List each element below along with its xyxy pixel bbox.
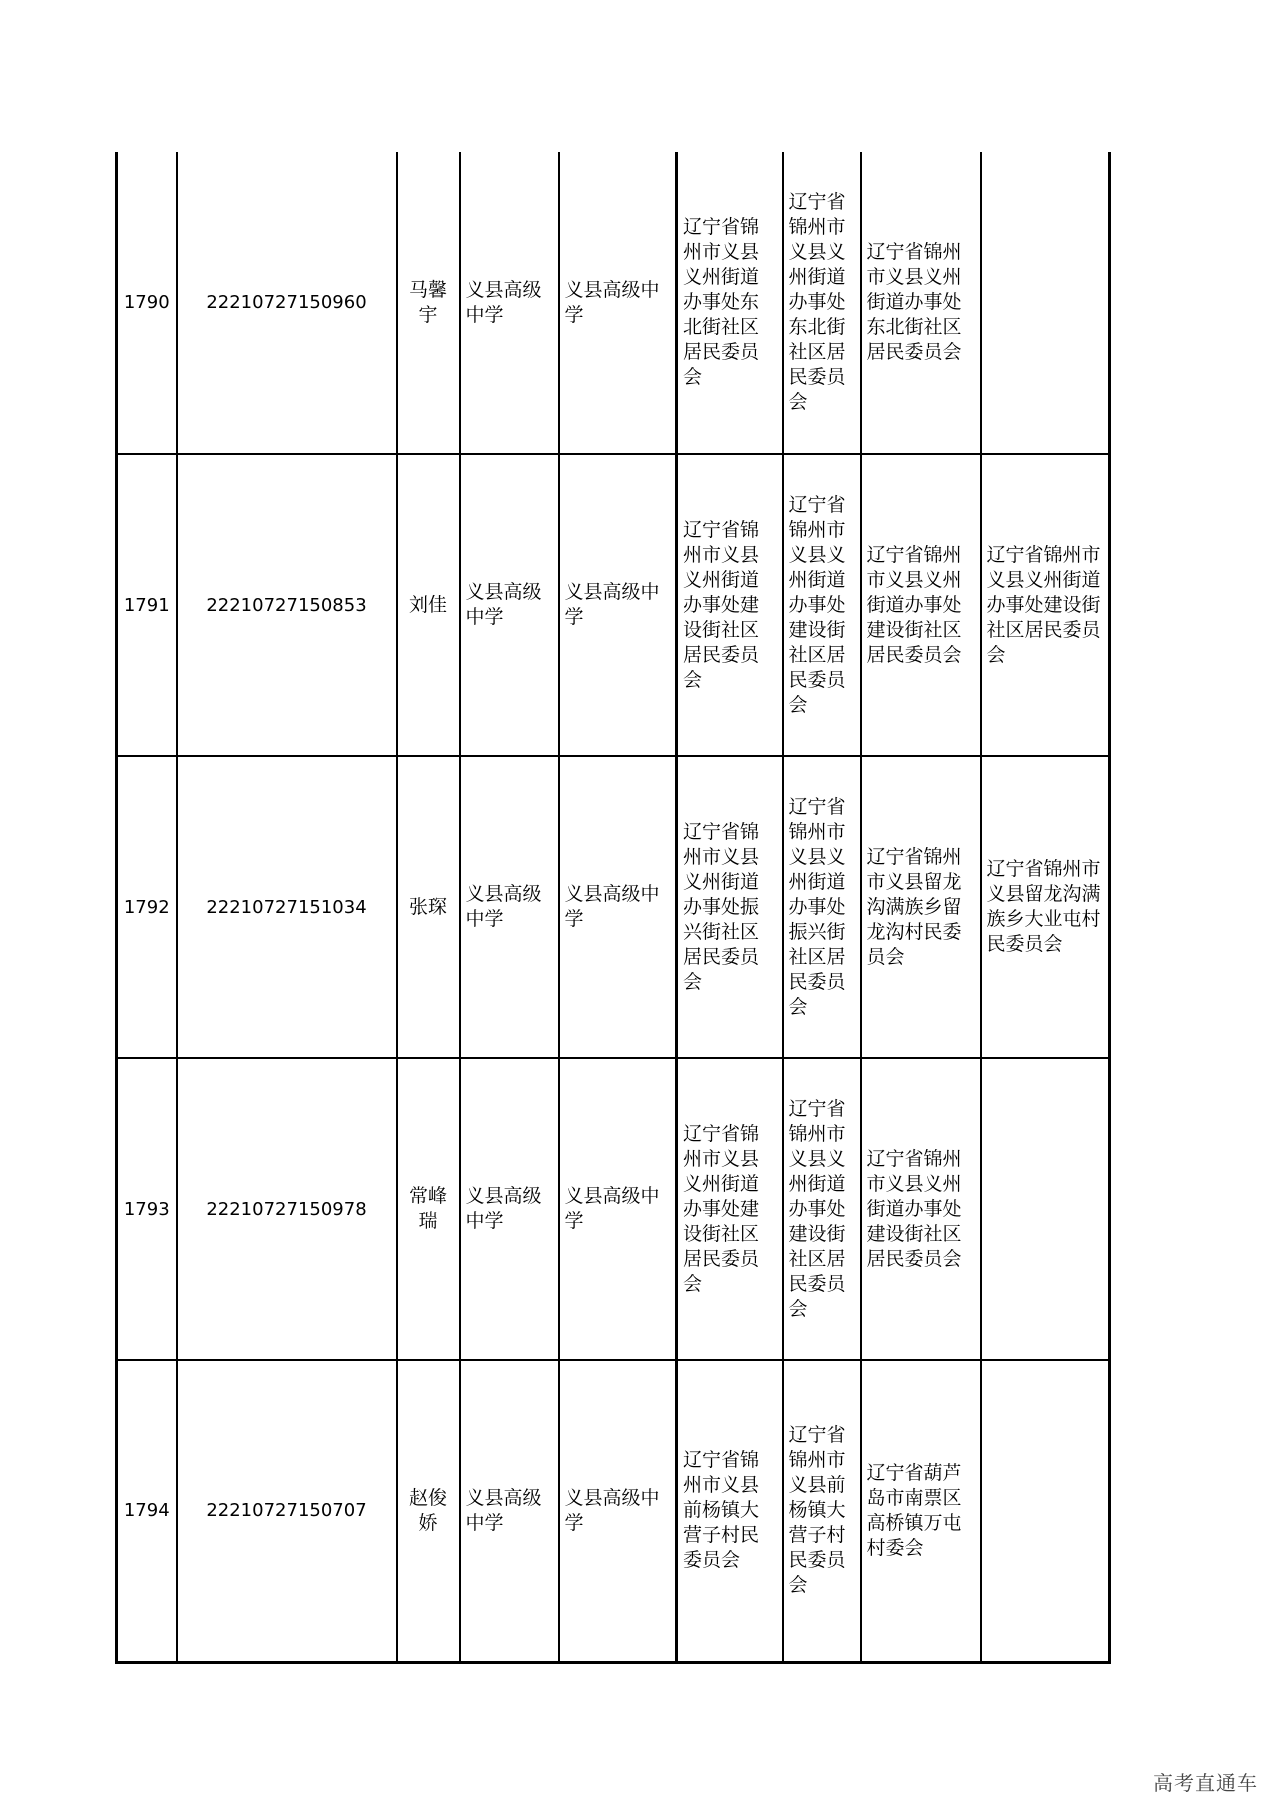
address-cell-4 bbox=[981, 152, 1110, 454]
table-row bbox=[117, 1058, 1110, 1360]
table-row bbox=[117, 152, 1110, 454]
exam-id: 22210727150853 bbox=[177, 454, 397, 756]
student-name: 刘佳 bbox=[397, 454, 460, 756]
address-cell-1: 辽宁省锦州市义县前杨镇大营子村民委员会 bbox=[677, 1360, 783, 1662]
school-cell-2: 义县高级中学 bbox=[559, 1360, 677, 1662]
student-name: 张琛 bbox=[397, 756, 460, 1058]
address-cell-4 bbox=[981, 1058, 1110, 1360]
address-cell-2: 辽宁省锦州市义县义州街道办事处东北街社区居民委员会 bbox=[783, 152, 861, 454]
school-cell: 义县高级中学 bbox=[460, 454, 559, 756]
address-cell-3: 辽宁省锦州市义县义州街道办事处建设街社区居民委员会 bbox=[861, 1058, 981, 1360]
school-cell: 义县高级中学 bbox=[460, 152, 559, 454]
school-cell-2: 义县高级中学 bbox=[559, 1058, 677, 1360]
school-cell: 义县高级中学 bbox=[460, 1360, 559, 1662]
school-cell-2: 义县高级中学 bbox=[559, 756, 677, 1058]
address-cell-1: 辽宁省锦州市义县义州街道办事处振兴街社区居民委员会 bbox=[677, 756, 783, 1058]
table-body bbox=[117, 152, 1110, 1662]
address-cell-2: 辽宁省锦州市义县前杨镇大营子村民委员会 bbox=[783, 1360, 861, 1662]
address-cell-1: 辽宁省锦州市义县义州街道办事处建设街社区居民委员会 bbox=[677, 1058, 783, 1360]
address-cell-4: 辽宁省锦州市义县留龙沟满族乡大业屯村民委员会 bbox=[981, 756, 1110, 1058]
address-cell-3: 辽宁省葫芦岛市南票区高桥镇万屯村委会 bbox=[861, 1360, 981, 1662]
address-cell-2: 辽宁省锦州市义县义州街道办事处建设街社区居民委员会 bbox=[783, 454, 861, 756]
student-name: 马馨宇 bbox=[397, 152, 460, 454]
row-number: 1790 bbox=[117, 152, 177, 454]
school-cell-2: 义县高级中学 bbox=[559, 454, 677, 756]
address-cell-1: 辽宁省锦州市义县义州街道办事处建设街社区居民委员会 bbox=[677, 454, 783, 756]
school-cell-2: 义县高级中学 bbox=[559, 152, 677, 454]
address-cell-3: 辽宁省锦州市义县义州街道办事处东北街社区居民委员会 bbox=[861, 152, 981, 454]
address-cell-1: 辽宁省锦州市义县义州街道办事处东北街社区居民委员会 bbox=[677, 152, 783, 454]
student-name: 赵俊娇 bbox=[397, 1360, 460, 1662]
student-table-sheet bbox=[115, 152, 1108, 1605]
table-row bbox=[117, 454, 1110, 756]
exam-id: 22210727150707 bbox=[177, 1360, 397, 1662]
row-number: 1793 bbox=[117, 1058, 177, 1360]
table-row bbox=[117, 1360, 1110, 1662]
address-cell-4: 辽宁省锦州市义县义州街道办事处建设街社区居民委员会 bbox=[981, 454, 1110, 756]
student-table bbox=[115, 152, 1111, 1664]
watermark-text: 高考直通车 bbox=[1153, 1771, 1258, 1795]
address-cell-3: 辽宁省锦州市义县留龙沟满族乡留龙沟村民委员会 bbox=[861, 756, 981, 1058]
school-cell: 义县高级中学 bbox=[460, 1058, 559, 1360]
table-row bbox=[117, 756, 1110, 1058]
student-name: 常峰瑞 bbox=[397, 1058, 460, 1360]
row-number: 1794 bbox=[117, 1360, 177, 1662]
exam-id: 22210727150960 bbox=[177, 152, 397, 454]
exam-id: 22210727151034 bbox=[177, 756, 397, 1058]
row-number: 1791 bbox=[117, 454, 177, 756]
row-number: 1792 bbox=[117, 756, 177, 1058]
address-cell-4 bbox=[981, 1360, 1110, 1662]
exam-id: 22210727150978 bbox=[177, 1058, 397, 1360]
address-cell-2: 辽宁省锦州市义县义州街道办事处振兴街社区居民委员会 bbox=[783, 756, 861, 1058]
address-cell-2: 辽宁省锦州市义县义州街道办事处建设街社区居民委员会 bbox=[783, 1058, 861, 1360]
school-cell: 义县高级中学 bbox=[460, 756, 559, 1058]
address-cell-3: 辽宁省锦州市义县义州街道办事处建设街社区居民委员会 bbox=[861, 454, 981, 756]
